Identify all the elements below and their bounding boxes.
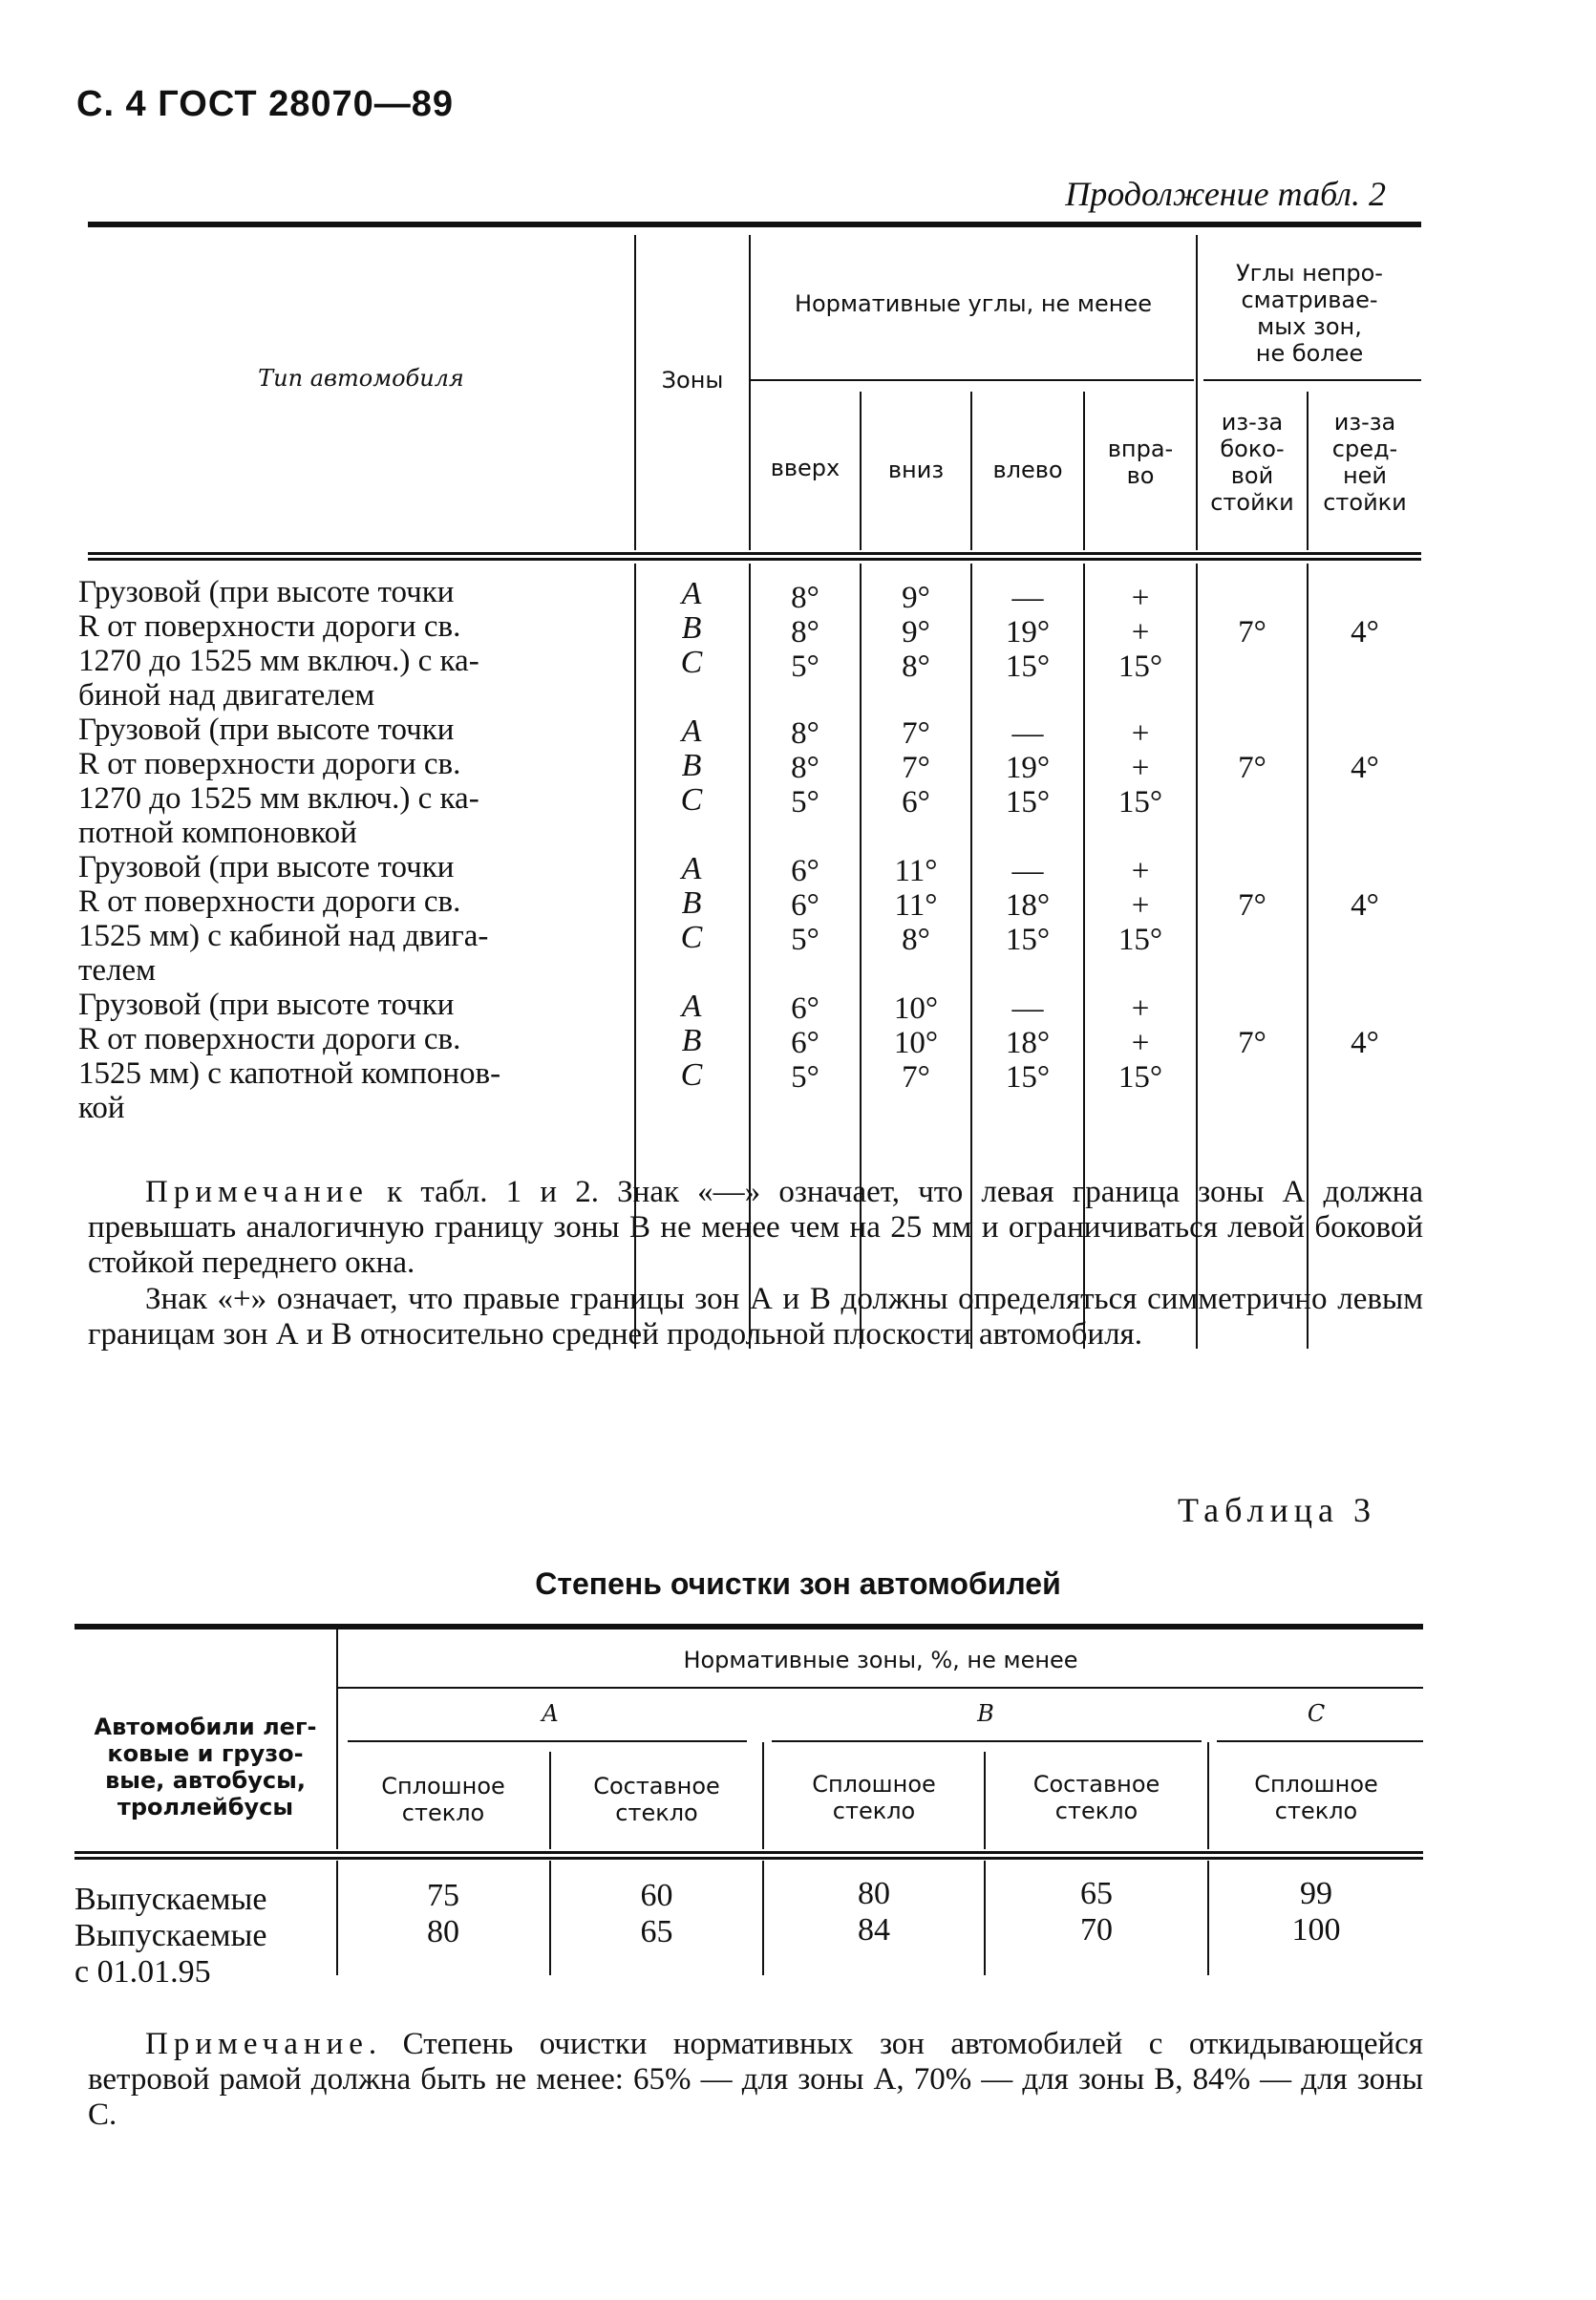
header-normative-angles: Нормативные углы, не менее xyxy=(794,290,1153,317)
down-values: 11° 11° 8° xyxy=(894,854,938,957)
middle-pillar-value: 4° xyxy=(1351,888,1379,923)
table-top-rule xyxy=(88,222,1421,227)
zone-values: A B C xyxy=(680,576,703,680)
zone-values: A B C xyxy=(680,713,703,818)
divider xyxy=(348,1740,747,1742)
table-top-rule xyxy=(74,1624,1423,1629)
middle-pillar-value: 4° xyxy=(1351,615,1379,650)
right-values: + + 15° xyxy=(1117,854,1163,957)
note-tables-1-2 xyxy=(88,1175,1423,1281)
divider xyxy=(1203,379,1421,381)
header-separator xyxy=(74,1851,1423,1860)
row-labels xyxy=(74,1882,266,1991)
note-table-3 xyxy=(88,2027,1423,2133)
header-right: впра- во xyxy=(1107,436,1174,489)
c-solid-values: 99 100 xyxy=(1291,1876,1341,1948)
header-a-solid: Сплошное стекло xyxy=(381,1773,505,1826)
divider xyxy=(772,1740,1202,1742)
left-values: — 19° 15° xyxy=(1005,581,1051,684)
table-continuation-label: Продолжение табл. 2 xyxy=(1065,175,1386,213)
divider xyxy=(749,379,1194,381)
page-header: С. 4 ГОСТ 28070—89 xyxy=(76,84,455,124)
header-normative-zones: Нормативные зоны, %, не менее xyxy=(683,1647,1078,1673)
note-label: Примечание xyxy=(145,1175,369,1209)
header-separator xyxy=(88,552,1421,561)
b-composite-values: 65 70 xyxy=(1080,1876,1113,1948)
down-values: 7° 7° 6° xyxy=(902,716,930,820)
header-vehicle-type: Тип автомобиля xyxy=(258,365,464,392)
header-zone-a: A xyxy=(542,1700,559,1727)
vehicle-type-text: Грузовой (при высоте точки R от поверхности дороги св. 1525 мм) с кабиной над двига- телем xyxy=(78,850,489,988)
side-pillar-value: 7° xyxy=(1238,888,1266,923)
header-c-solid: Сплошное стекло xyxy=(1254,1771,1378,1824)
right-values: + + 15° xyxy=(1117,716,1163,820)
header-b-composite: Составное стекло xyxy=(1032,1771,1160,1824)
header-zone-c: C xyxy=(1307,1700,1326,1727)
divider xyxy=(1217,1740,1423,1742)
header-b-solid: Сплошное стекло xyxy=(812,1771,936,1824)
header-down: вниз xyxy=(887,457,945,483)
up-values: 8° 8° 5° xyxy=(791,716,819,820)
table-row-label: Выпускаемые xyxy=(74,1882,267,1917)
side-pillar-value: 7° xyxy=(1238,751,1266,785)
zone-values: A B C xyxy=(680,989,703,1093)
down-values: 9° 9° 8° xyxy=(902,581,930,684)
a-solid-values: 75 80 xyxy=(427,1878,459,1949)
table-row-label-extra: с 01.01.95 xyxy=(74,1954,211,1990)
left-values: — 18° 15° xyxy=(1005,991,1051,1095)
header-zone-b: B xyxy=(977,1700,994,1727)
middle-pillar-value: 4° xyxy=(1351,751,1379,785)
header-vehicles: Автомобили лег- ковые и грузо- вые, автобусы, троллейбусы xyxy=(94,1714,317,1821)
header-invisible-zones: Углы непро- сматривае- мых зон, не более xyxy=(1236,260,1383,367)
left-values: — 18° 15° xyxy=(1005,854,1051,957)
vehicle-type-text: Грузовой (при высоте точки R от поверхности дороги св. 1270 до 1525 мм включ.) с ка- биной над двигателем xyxy=(78,575,479,713)
header-up: вверх xyxy=(770,455,841,481)
header-side-pillar: из-за боко- вой стойки xyxy=(1210,409,1294,516)
note-plus-sign: Знак «+» означает, что правые границы зон А и В должны определяться симметрично левым границам зон А и В относительно средней продольной плоскости автомобиля. xyxy=(88,1282,1423,1352)
side-pillar-value: 7° xyxy=(1238,615,1266,650)
down-values: 10° 10° 7° xyxy=(893,991,939,1095)
header-left: влево xyxy=(992,457,1063,483)
up-values: 6° 6° 5° xyxy=(791,991,819,1095)
up-values: 8° 8° 5° xyxy=(791,581,819,684)
zone-values: A B C xyxy=(680,851,703,955)
header-middle-pillar: из-за сред- ней стойки xyxy=(1323,409,1407,516)
middle-pillar-value: 4° xyxy=(1351,1026,1379,1060)
vehicle-type-text: Грузовой (при высоте точки R от поверхности дороги св. 1270 до 1525 мм включ.) с ка- потной компоновкой xyxy=(78,713,479,850)
note-text: к табл. 1 и 2. Знак «—» означает, что левая граница зоны А должна превышать аналогичную границу зоны В не менее чем на 25 мм и ограничиваться левой боковой стойкой переднего окна. xyxy=(88,1175,1423,1280)
b-solid-values: 80 84 xyxy=(858,1876,890,1948)
table-3-caption: Таблица 3 xyxy=(1178,1491,1376,1529)
header-zones: Зоны xyxy=(661,367,724,394)
vehicle-type-text: Грузовой (при высоте точки R от поверхности дороги св. 1525 мм) с капотной компонов- кой xyxy=(78,988,501,1125)
side-pillar-value: 7° xyxy=(1238,1026,1266,1060)
divider xyxy=(749,235,751,550)
note-label: Примечание xyxy=(145,2027,369,2061)
right-values: + + 15° xyxy=(1117,581,1163,684)
table-3-title: Степень очистки зон автомобилей xyxy=(535,1566,1061,1601)
up-values: 6° 6° 5° xyxy=(791,854,819,957)
right-values: + + 15° xyxy=(1117,991,1163,1095)
header-a-composite: Составное стекло xyxy=(593,1773,720,1826)
a-composite-values: 60 65 xyxy=(640,1878,673,1949)
note-text: . Степень очистки нормативных зон автомобилей с откидывающейся ветровой рамой должна быть не менее: 65% — для зоны А, 70% — для зоны В, 84% — для зоны С. xyxy=(88,2027,1423,2132)
divider xyxy=(338,1687,1423,1689)
left-values: — 19° 15° xyxy=(1005,716,1051,820)
table-row-label: Выпускаемые xyxy=(74,1918,267,1953)
